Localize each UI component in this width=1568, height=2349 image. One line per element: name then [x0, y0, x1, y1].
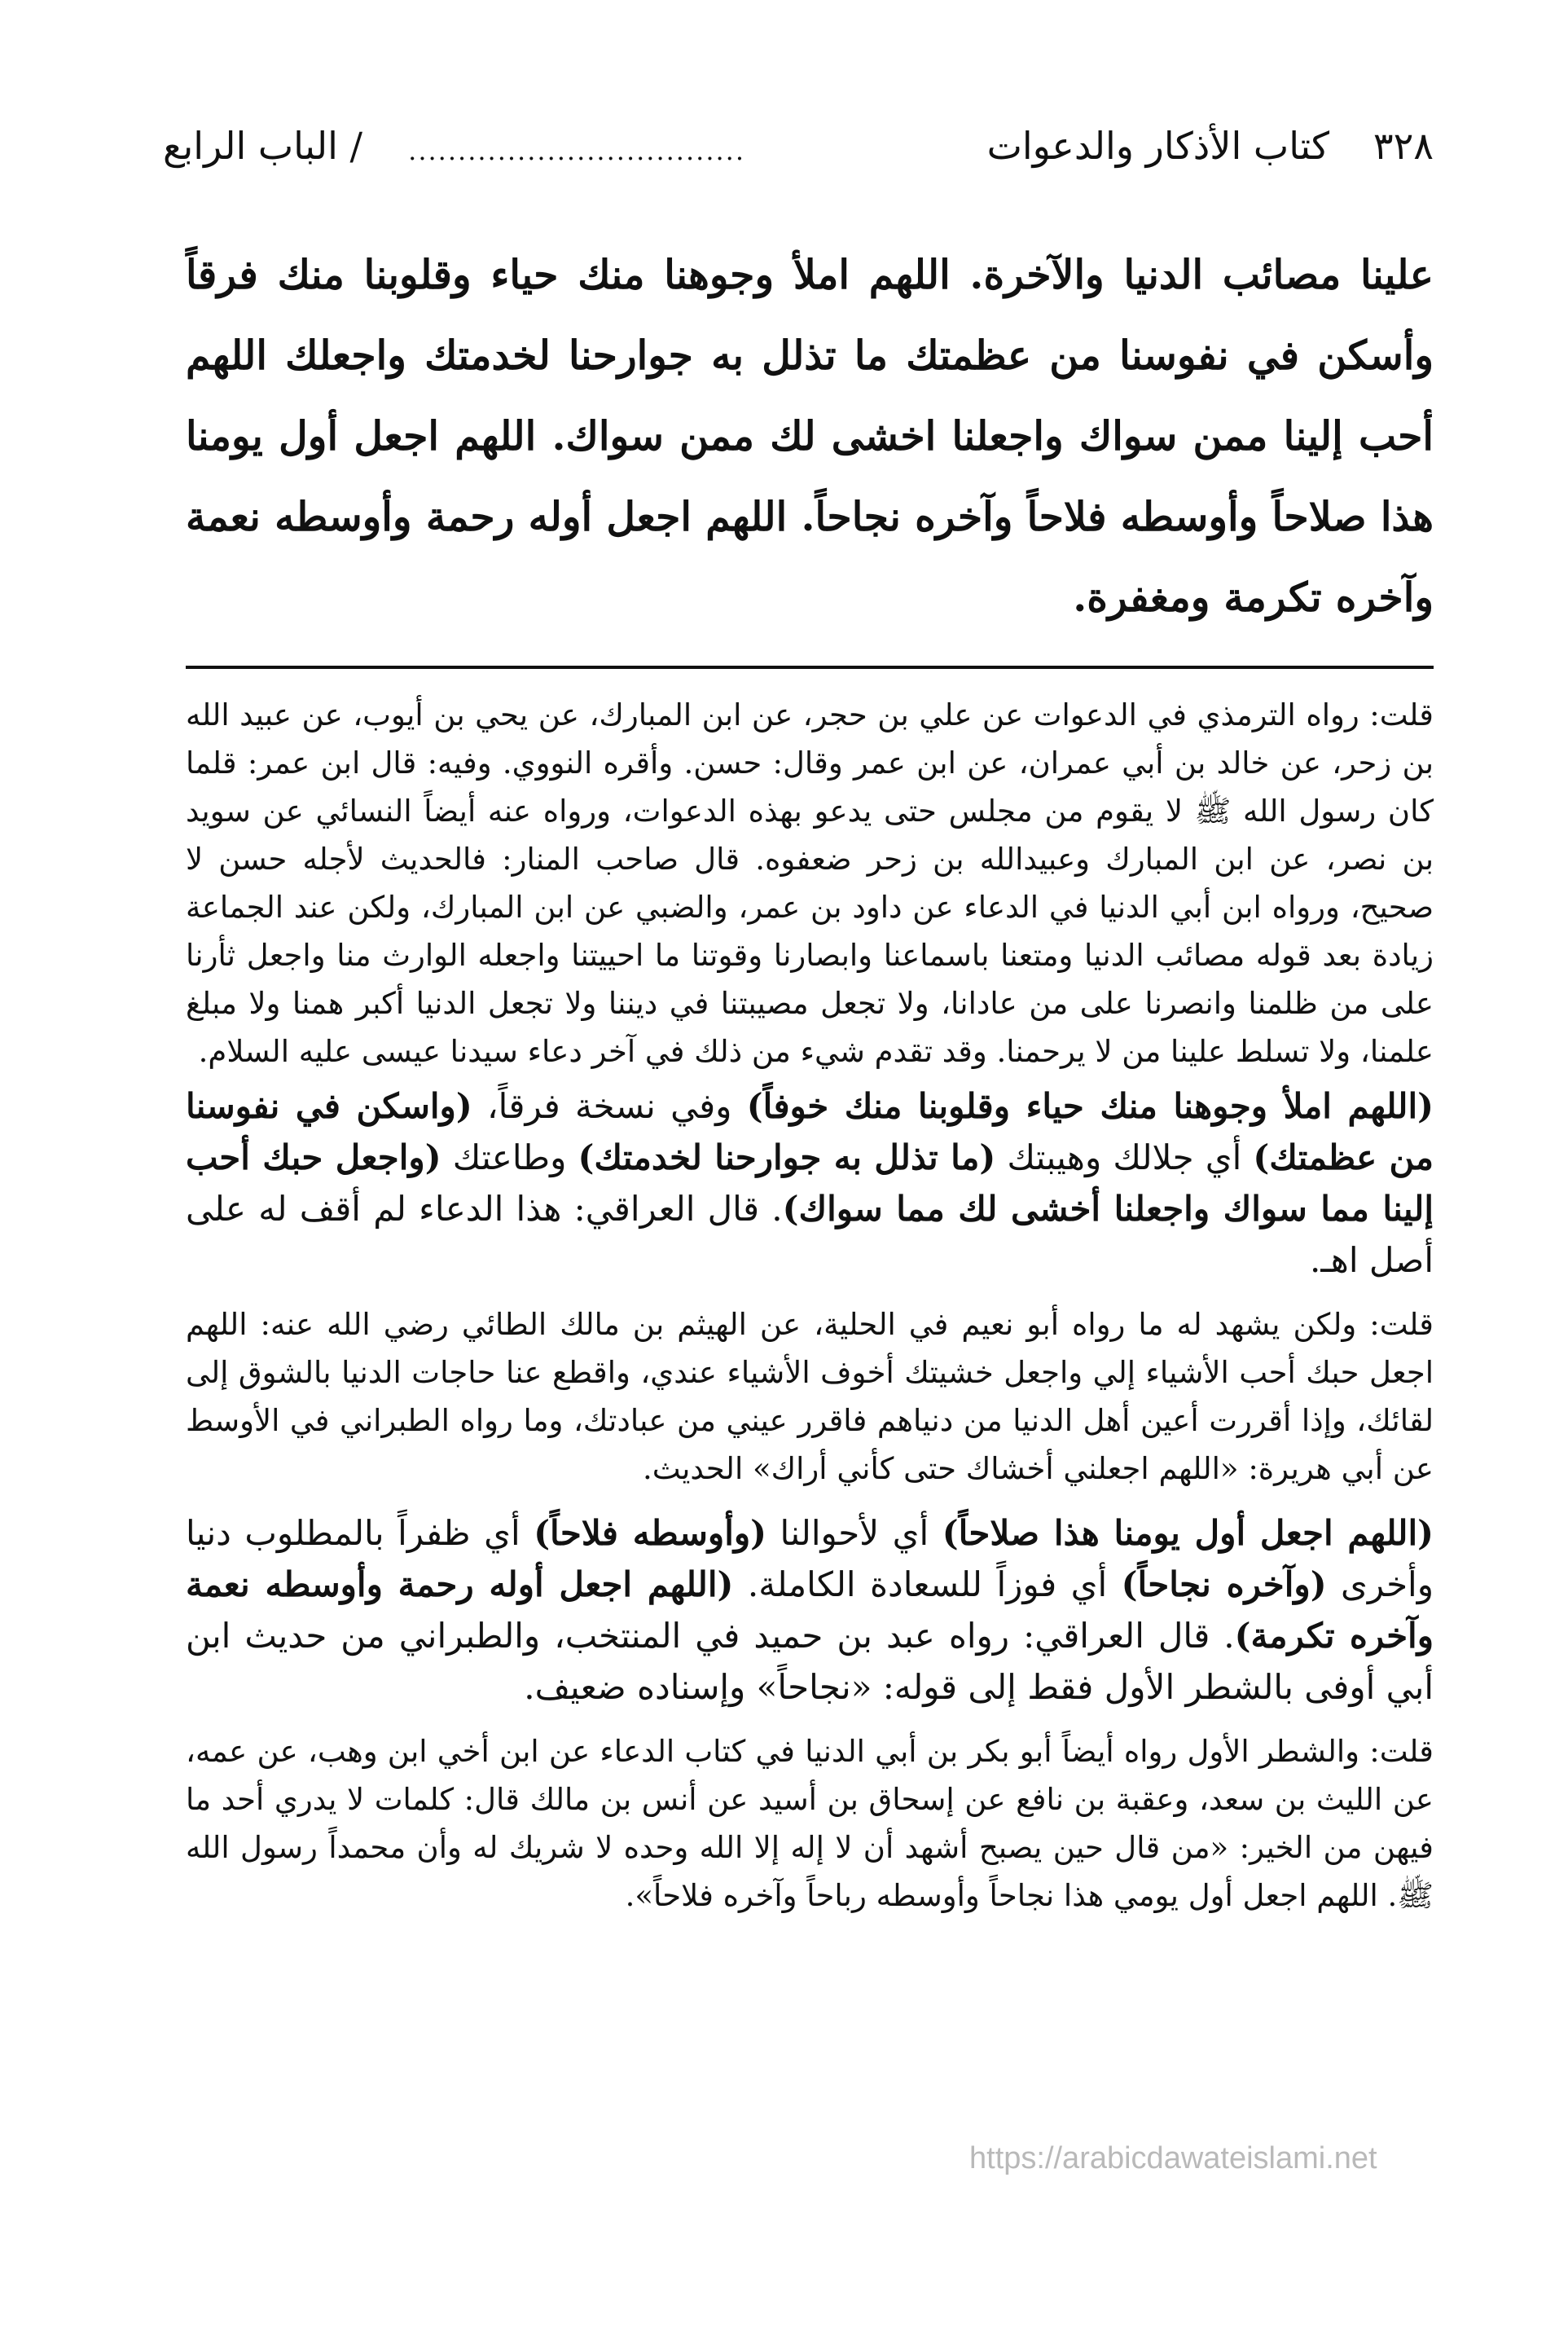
commentary-note-2: قلت: ولكن يشهد له ما رواه أبو نعيم في الحلية، عن الهيثم بن مالك الطائي رضي الله عنه: اللهم اجعل حبك أحب الأشياء إلي واجعل خشيتك أخوف الأشياء عندي، واقطع عنا حاجات الدنيا بالشوق إلى لقائك، وإذا أقررت أعين أهل الدنيا من دنياهم فاقرر عيني من عبادتك، وما رواه الطبراني في الأوسط عن أبي هريرة: «اللهم اجعلني أخشاك حتى كأني أراك» الحديث. [186, 1307, 1434, 1486]
explanation-text: أي لأحوالنا [766, 1513, 942, 1553]
quoted-phrase: (اللهم اجعل أوله رحمة وأوسطه نعمة وآخره تكرمة) [186, 1564, 1434, 1656]
quoted-phrase: (اللهم املأ وجوهنا منك حياء وقلوبنا منك خوفاً) [746, 1086, 1434, 1126]
source-watermark: https://arabicdawateislami.net [969, 2141, 1377, 2175]
commentary-paragraph-2 [186, 1080, 1434, 1286]
page-number: ٣٢٨ [1373, 124, 1434, 168]
explanation-text: أي جلالك وهيبتك [995, 1137, 1254, 1177]
quoted-phrase: (وأوسطه فلاحاً) [534, 1513, 767, 1553]
explanation-text: وفي نسخة فرقاً، [472, 1086, 747, 1126]
explanation-text: أي فوزاً للسعادة الكاملة. [733, 1564, 1122, 1604]
separator-line [186, 666, 1434, 669]
quoted-phrase: (واسكن في نفوسنا من عظمتك) [186, 1086, 1434, 1177]
main-text-paragraph: علينا مصائب الدنيا والآخرة. اللهم املأ وجوهنا منك حياء وقلوبنا منك فرقاً وأسكن في نفوسنا من عظمتك ما تذلل به جوارحنا لخدمتك واجعلك اللهم أحب إلينا ممن سواك واجعلنا اخشى لك ممن سواك. اللهم اجعل أول يومنا هذا صلاحاً وأوسطه فلاحاً وآخره نجاحاً. اللهم اجعل أوله رحمة وأوسطه نعمة وآخره تكرمة ومغفرة. [186, 251, 1434, 621]
commentary-note-3: قلت: والشطر الأول رواه أيضاً أبو بكر بن أبي الدنيا في كتاب الدعاء عن ابن أخي ابن وهب، عن عمه، عن الليث بن سعد، وعقبة بن نافع عن إسحاق بن أسيد عن أنس بن مالك قال: كلمات لا يدري أحد ما فيهن من الخير: «من قال حين يصبح أشهد أن لا إله إلا الله وحده لا شريك له وأن محمداً رسول الله ﷺ. اللهم اجعل أول يومي هذا نجاحاً وأوسطه رباحاً وآخره فلاحاً». [186, 1734, 1434, 1913]
book-title: كتاب الأذكار والدعوات [986, 124, 1329, 168]
explanation-text: . قال العراقي: رواه عبد بن حميد في المنتخب، والطبراني من حديث ابن أبي أوفى بالشطر الأول فقط إلى قوله: «نجاحاً» وإسناده ضعيف. [186, 1616, 1434, 1707]
commentary [186, 691, 1434, 1920]
chapter-title: / الباب الرابع [163, 124, 362, 168]
explanation-text: . قال العراقي: هذا الدعاء لم أقف له على أصل اهـ. [186, 1189, 1434, 1280]
quoted-phrase: (وآخره نجاحاً) [1121, 1564, 1327, 1604]
quoted-phrase: (واجعل حبك أحب إلينا مما سواك واجعلنا أخشى لك مما سواك) [186, 1137, 1434, 1229]
commentary-paragraph-3 [186, 1507, 1434, 1713]
main-text [186, 235, 1434, 638]
explanation-text: وطاعتك [441, 1137, 578, 1177]
explanation-text: أي ظفراً بالمطلوب دنيا وأخرى [186, 1513, 1434, 1604]
quoted-phrase: (اللهم اجعل أول يومنا هذا صلاحاً) [942, 1513, 1434, 1553]
leader-dots: .................................. [408, 135, 745, 166]
running-header [163, 122, 1434, 179]
commentary-note-1: قلت: رواه الترمذي في الدعوات عن علي بن حجر، عن ابن المبارك، عن يحي بن أيوب، عن عبيد الله بن زحر، عن خالد بن أبي عمران، عن ابن عمر وقال: حسن. وأقره النووي. وفيه: قال ابن عمر: قلما كان رسول الله ﷺ لا يقوم من مجلس حتى يدعو بهذه الدعوات، ورواه عنه أيضاً النسائي عن سويد بن نصر، عن ابن المبارك وعبيدالله بن زحر ضعفوه. قال صاحب المنار: فالحديث لأجله حسن لا صحيح، ورواه ابن أبي الدنيا في الدعاء عن داود بن عمر، والضبي عن ابن المبارك، ولكن عند الجماعة زيادة بعد قوله مصائب الدنيا ومتعنا باسماعنا وابصارنا وقوتنا ما احييتنا واجعله الوارث منا واجعل ثأرنا على من ظلمنا وانصرنا على من عادانا، ولا تجعل مصيبتنا في ديننا ولا تجعل الدنيا أكبر همنا ولا مبلغ علمنا، ولا تسلط علينا من لا يرحمنا. وقد تقدم شيء من ذلك في آخر دعاء سيدنا عيسى عليه السلام. [186, 697, 1434, 1069]
quoted-phrase: (ما تذلل به جوارحنا لخدمتك) [578, 1137, 996, 1177]
